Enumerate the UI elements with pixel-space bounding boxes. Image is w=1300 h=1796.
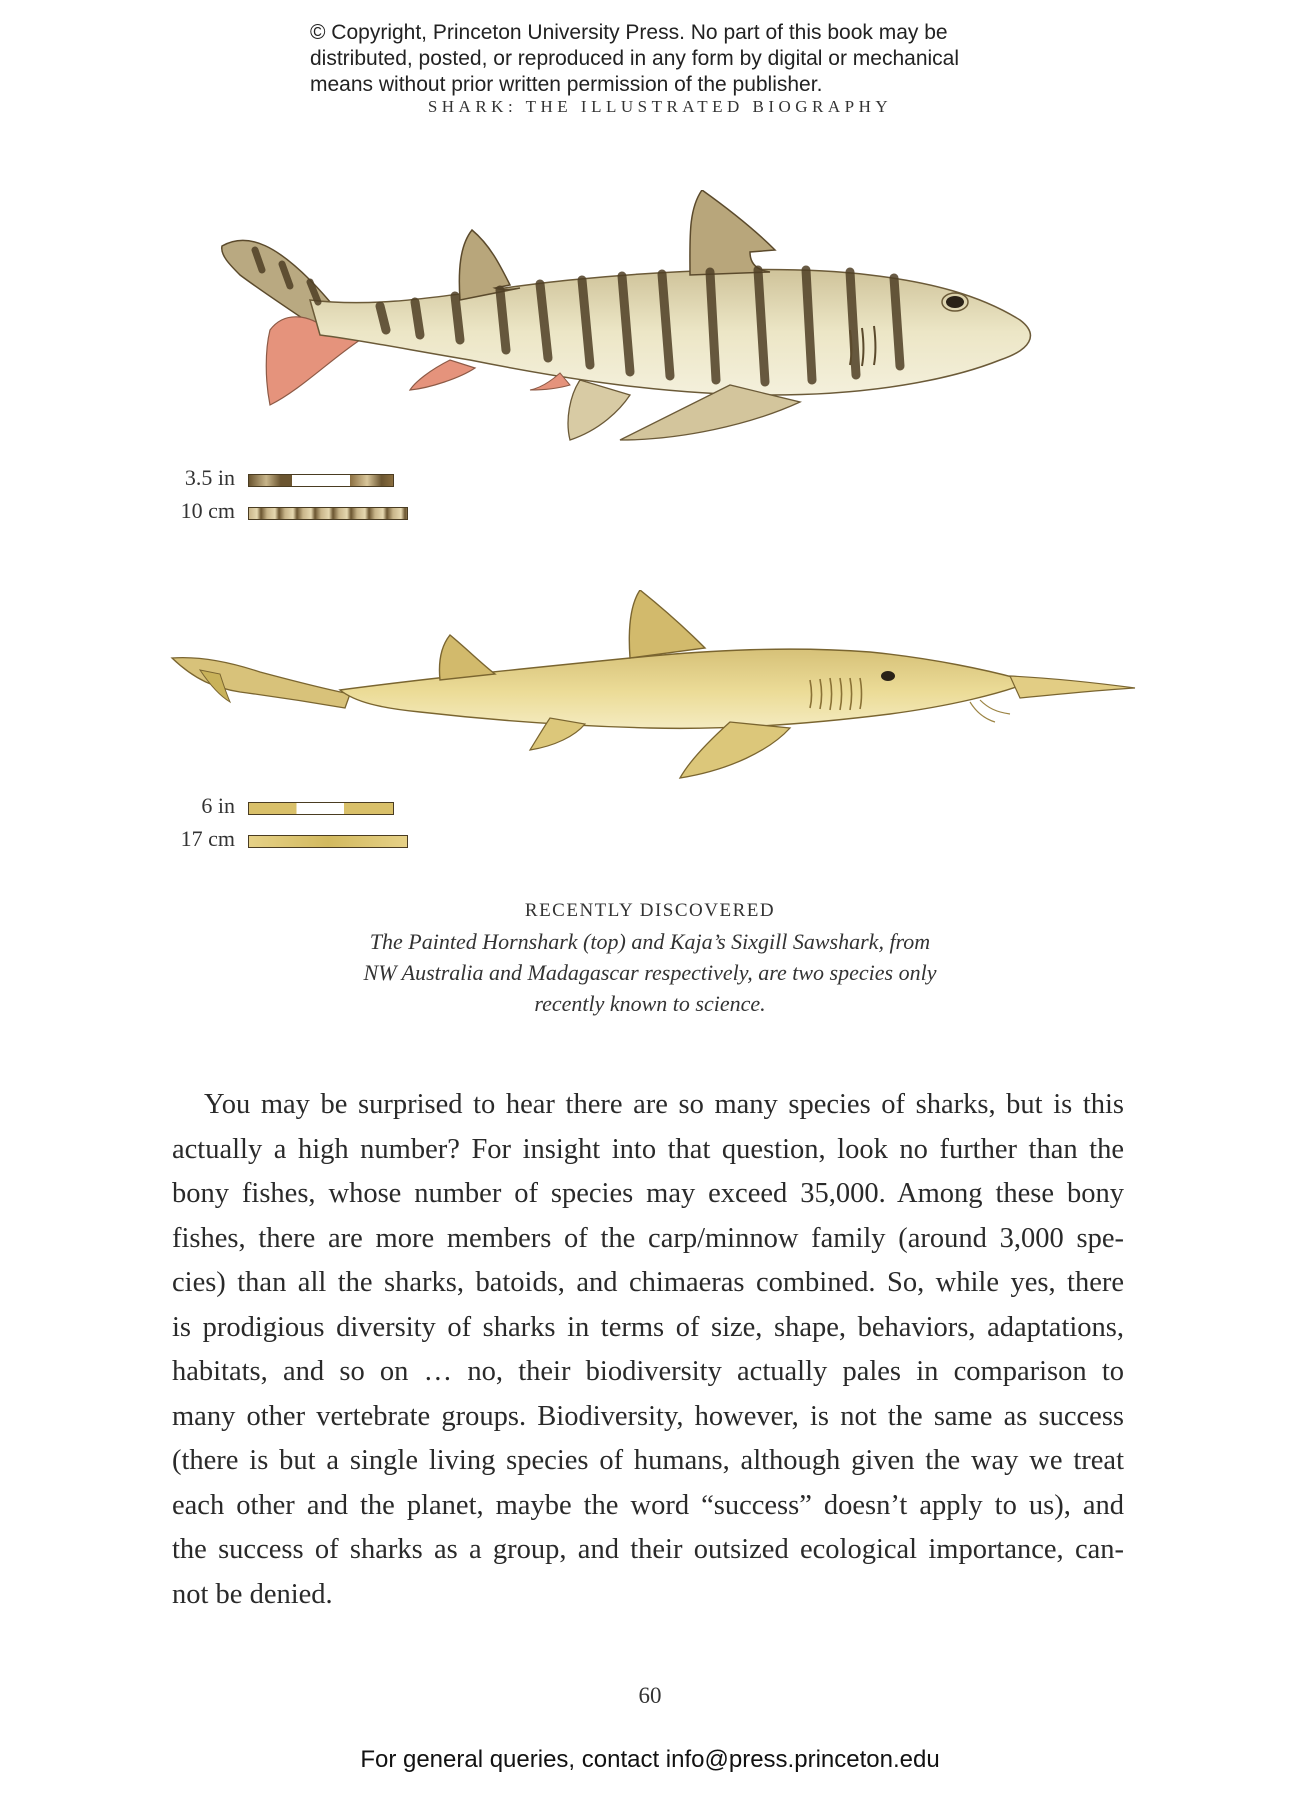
hornshark-scale-cm-bar [248, 507, 408, 520]
body-line: bony fishes, whose number of species may exceed 35,000. Among these bony [172, 1178, 1124, 1209]
body-line: habitats, and so on … no, their biodiversity actually pales in comparison to [172, 1356, 1124, 1387]
sawshark-scale-in-bar [248, 802, 394, 815]
hornshark-scale-in-bar [248, 474, 394, 487]
sawshark-scale-cm-bar [248, 835, 408, 848]
caption-line: recently known to science. [534, 991, 766, 1016]
sawshark-scale-in-label: 6 in [201, 793, 235, 818]
page-number: 60 [638, 1683, 662, 1708]
copyright-notice [310, 20, 1030, 98]
figure-caption [360, 926, 940, 1019]
hornshark-scale-cm-label: 10 cm [180, 498, 235, 523]
body-line: each other and the planet, maybe the word “success” doesn’t apply to us), and [172, 1489, 1124, 1521]
copyright-line: distributed, posted, or reproduced in any form by digital or mechanical [310, 47, 960, 70]
caption-title: RECENTLY DISCOVERED [524, 900, 776, 921]
caption-line: NW Australia and Madagascar respectively, are two species only [363, 960, 937, 985]
hornshark-scale-in-label: 3.5 in [184, 465, 235, 490]
copyright-line: means without prior written permission of the publisher. [310, 73, 823, 96]
body-line: cies) than all the sharks, batoids, and chimaeras combined. So, while yes, there [172, 1267, 1124, 1298]
sawshark-scale-cm-label: 17 cm [180, 826, 235, 851]
body-line: many other vertebrate groups. Biodiversity, however, is not the same as success [172, 1400, 1124, 1432]
sawshark-illustration [170, 590, 1136, 790]
body-line: the success of sharks as a group, and their outsized ecological importance, can- [172, 1534, 1124, 1565]
body-line: actually a high number? For insight into that question, look no further than the [172, 1133, 1124, 1165]
running-head: SHARK: THE ILLUSTRATED BIOGRAPHY [427, 97, 893, 116]
body-line: fishes, there are more members of the carp/minnow family (around 3,000 spe- [172, 1222, 1124, 1254]
body-line: (there is but a single living species of humans, although given the way we treat [172, 1445, 1124, 1476]
hornshark-illustration [210, 190, 1090, 460]
caption-line: The Painted Hornshark (top) and Kaja’s Sixgill Sawshark, from [369, 929, 931, 954]
body-line: You may be surprised to hear there are so many species of sharks, but is this [204, 1089, 1124, 1120]
body-paragraph [172, 1083, 1124, 1617]
body-line: not be denied. [172, 1578, 333, 1610]
body-line: is prodigious diversity of sharks in terms of size, shape, behaviors, adaptations, [172, 1311, 1124, 1343]
copyright-line: © Copyright, Princeton University Press. No part of this book may be [310, 21, 948, 44]
contact-footer: For general queries, contact info@press.princeton.edu [360, 1746, 940, 1773]
